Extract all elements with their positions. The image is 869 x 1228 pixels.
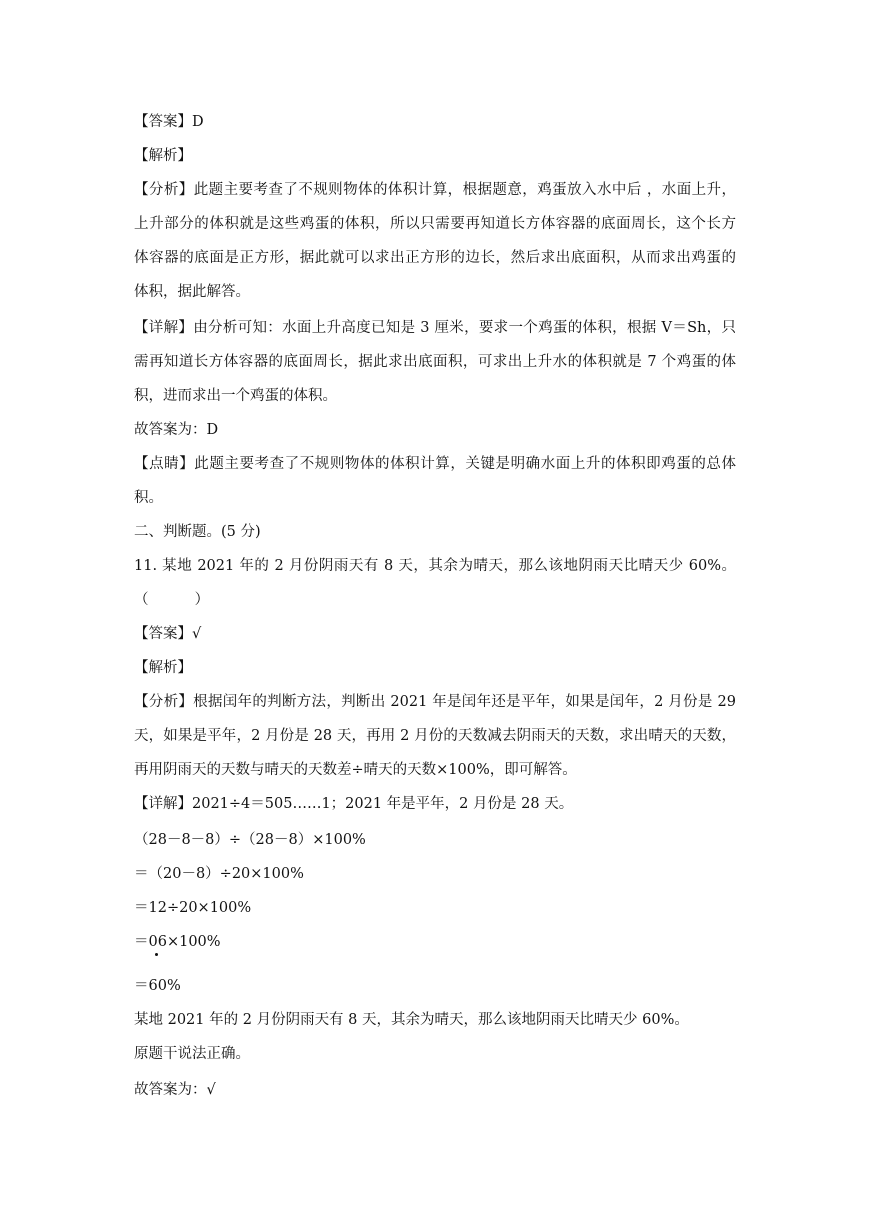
calc-line: ＝60%	[134, 978, 181, 994]
calc-line: ＝（20－8）÷20×100%	[134, 866, 304, 882]
analysis-heading: 【解析】	[134, 148, 192, 164]
analysis-line: 天，如果是平年，2 月份是 28 天，再用 2 月份的天数减去阴雨天的天数，求出晴天的天数，	[134, 728, 736, 744]
calc-line: （28－8－8）÷（28－8）×100%	[134, 832, 366, 848]
answer-line: 【答案】D	[134, 114, 204, 130]
conclusion-line: 故答案为：√	[134, 1082, 216, 1098]
section-heading: 二、判断题。(5 分)	[134, 524, 261, 540]
analysis-heading: 【解析】	[134, 660, 192, 676]
calc-line: ＝12÷20×100%	[134, 900, 252, 916]
analysis-line: 【分析】此题主要考查了不规则物体的体积计算，根据题意，鸡蛋放入水中后 ，水面上升，	[134, 182, 736, 198]
detail-line: 需再知道长方体容器的底面周长，据此求出底面积，可求出上升水的体积就是 7 个鸡蛋的体	[134, 354, 736, 370]
conclusion-line: 原题干说法正确。	[134, 1046, 250, 1062]
question-line: 11. 某地 2021 年的 2 月份阴雨天有 8 天，其余为晴天，那么该地阴雨天比晴天少 60%。	[134, 558, 736, 574]
detail-line: 积，进而求出一个鸡蛋的体积。	[134, 388, 337, 404]
detail-line: 【详解】2021÷4＝505……1；2021 年是平年，2 月份是 28 天。	[134, 796, 574, 812]
analysis-line: 体容器的底面是正方形，据此就可以求出正方形的边长，然后求出底面积，从而求出鸡蛋的	[134, 250, 736, 266]
analysis-line: 上升部分的体积就是这些鸡蛋的体积，所以只需要再知道长方体容器的底面周长，这个长方	[134, 216, 736, 232]
remark-line: 积。	[134, 490, 163, 506]
question-blank: （ ）	[134, 592, 210, 608]
remark-line: 【点睛】此题主要考查了不规则物体的体积计算，关键是明确水面上升的体积即鸡蛋的总体	[134, 456, 736, 472]
repeating-decimal-dot	[155, 953, 158, 956]
conclusion-line: 某地 2021 年的 2 月份阴雨天有 8 天，其余为晴天，那么该地阴雨天比晴天少 60%。	[134, 1012, 689, 1028]
detail-line: 【详解】由分析可知：水面上升高度已知是 3 厘米，要求一个鸡蛋的体积，根据 V＝Sh，只	[134, 320, 736, 336]
calc-line: ＝06×100%	[134, 934, 221, 950]
answer-line: 【答案】√	[134, 626, 202, 642]
conclusion-line: 故答案为：D	[134, 422, 219, 438]
analysis-line: 【分析】根据闰年的判断方法，判断出 2021 年是闰年还是平年，如果是闰年，2 月份是 29	[134, 694, 736, 710]
analysis-line: 体积，据此解答。	[134, 284, 250, 300]
analysis-line: 再用阴雨天的天数与晴天的天数差÷晴天的天数×100%，即可解答。	[134, 762, 577, 778]
